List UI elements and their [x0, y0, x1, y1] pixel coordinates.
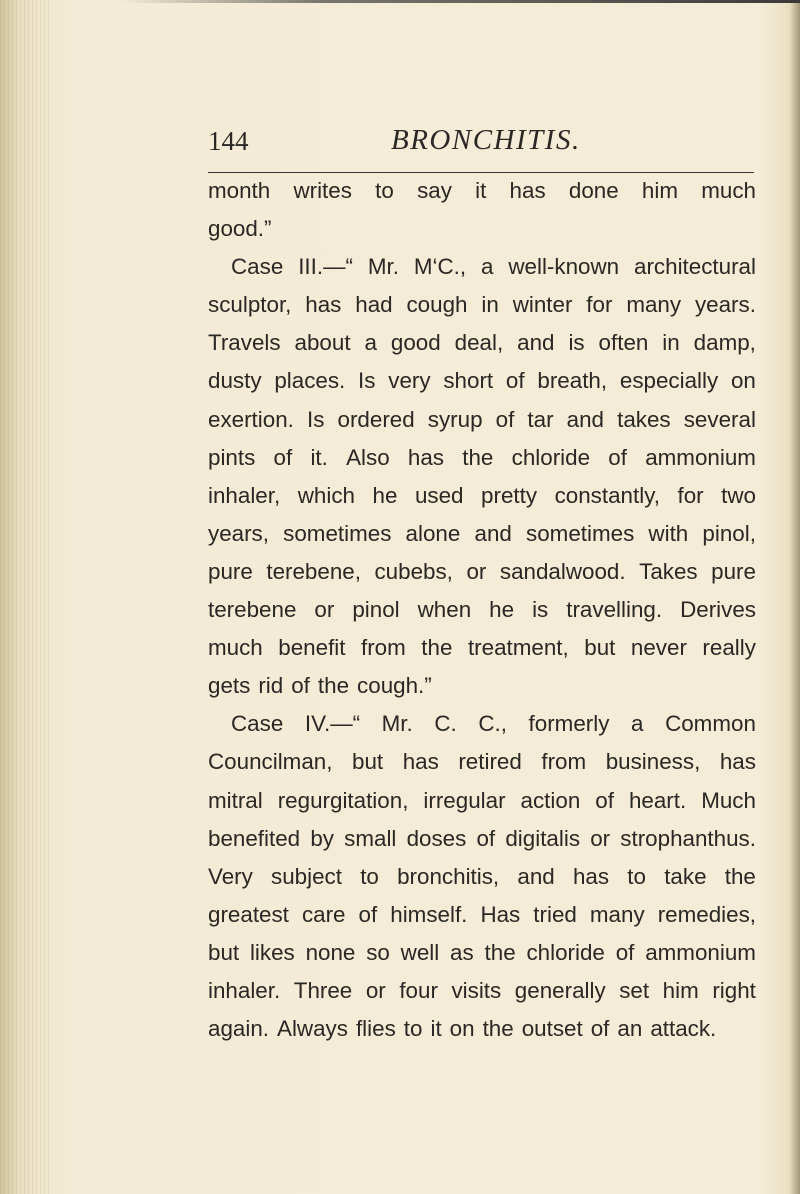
word: which: [297, 482, 355, 508]
word: and: [517, 863, 555, 889]
word: benefit: [278, 635, 346, 661]
word: to: [360, 863, 379, 889]
word: when: [417, 597, 472, 623]
word: he: [372, 482, 398, 508]
text-line: [208, 858, 756, 896]
word: say: [417, 178, 452, 203]
word: himself.: [390, 901, 468, 927]
word: retired: [458, 749, 522, 775]
word: ammonium: [645, 444, 756, 470]
word: heart.: [628, 787, 687, 813]
word: again.: [208, 1016, 270, 1042]
word: of: [595, 787, 614, 813]
word: is: [532, 597, 549, 623]
word: Common: [665, 711, 756, 737]
word: mitral: [208, 787, 263, 813]
word: pinol: [352, 597, 400, 623]
word: none: [305, 939, 356, 965]
word: sandalwood.: [499, 558, 626, 584]
text-line: [208, 439, 756, 477]
word: care: [301, 901, 346, 927]
word: likes: [249, 939, 295, 965]
word: Case: [231, 254, 284, 280]
word: but: [208, 939, 240, 965]
word: well-known: [508, 254, 620, 280]
word: pure: [711, 558, 756, 584]
word: outset: [521, 1016, 583, 1042]
word: cubebs,: [374, 558, 453, 584]
word: C.,: [478, 711, 507, 737]
word: of: [358, 901, 378, 927]
word: regurgitation,: [277, 787, 409, 813]
word: terebene: [208, 597, 297, 623]
word: architectural: [634, 254, 756, 280]
word: it.: [310, 444, 328, 470]
word: really: [702, 635, 756, 661]
text-line: [208, 362, 756, 400]
word: benefited: [208, 825, 301, 851]
word: generally: [514, 977, 606, 1003]
word: bronchitis,: [397, 863, 500, 889]
word: pure: [208, 558, 253, 584]
word: has: [509, 178, 546, 203]
word: chloride: [526, 939, 605, 965]
text-line: [208, 1010, 756, 1048]
word: formerly: [528, 711, 610, 737]
word: good.”: [208, 216, 272, 242]
text-line: [208, 972, 756, 1010]
word: ordered: [337, 406, 415, 432]
word: has: [305, 292, 342, 318]
word: of: [495, 406, 515, 432]
word: Has: [480, 901, 521, 927]
top-border-line: [120, 0, 800, 3]
word: two: [721, 482, 756, 508]
word: syrup: [427, 406, 483, 432]
word: III.—“: [298, 254, 353, 280]
word: on: [730, 368, 756, 394]
text-line: [208, 286, 756, 324]
word: of: [590, 1016, 610, 1042]
word: pints: [208, 444, 256, 470]
word: month: [208, 178, 271, 203]
word: has: [719, 749, 756, 775]
word: pinol,: [702, 520, 756, 546]
word: Three: [293, 977, 353, 1003]
word: digitalis: [505, 825, 581, 851]
word: Much: [701, 787, 756, 813]
word: so: [366, 939, 390, 965]
word: on: [449, 1016, 475, 1042]
word: rid: [258, 673, 284, 699]
text-line: [208, 172, 756, 210]
page-number: 144: [208, 126, 249, 156]
word: exertion.: [208, 406, 294, 432]
word: or: [590, 825, 611, 851]
word: the: [462, 444, 494, 470]
word: attack.: [650, 1016, 717, 1042]
word: years,: [208, 520, 269, 546]
page-gutter: [0, 0, 52, 1194]
word: Takes: [639, 558, 698, 584]
word: inhaler,: [208, 482, 281, 508]
word: it: [475, 178, 487, 203]
word: him: [641, 178, 678, 203]
word: sculptor,: [208, 292, 292, 318]
page-edge: [790, 0, 800, 1194]
word: him: [662, 977, 699, 1003]
word: many: [589, 901, 645, 927]
word: never: [630, 635, 687, 661]
word: action: [520, 787, 581, 813]
word: of: [608, 444, 627, 470]
word: gets: [208, 673, 251, 699]
word: C.: [434, 711, 457, 737]
word: used: [414, 482, 464, 508]
word: in: [481, 292, 499, 318]
word: in: [662, 330, 680, 356]
word: for: [677, 482, 704, 508]
word: irregular: [423, 787, 506, 813]
word: to: [403, 1016, 423, 1042]
word: the: [421, 635, 453, 661]
word: the: [482, 1016, 514, 1042]
word: very: [388, 368, 431, 394]
word: from: [541, 749, 587, 775]
word: is: [568, 330, 585, 356]
text-line: [208, 515, 756, 553]
text-line: [208, 629, 756, 667]
word: for: [586, 292, 613, 318]
word: tried: [533, 901, 577, 927]
running-head: BRONCHITIS.: [391, 124, 581, 156]
word: but: [584, 635, 616, 661]
body-text: [208, 172, 756, 1048]
word: cough: [406, 292, 468, 318]
word: remedies,: [657, 901, 756, 927]
word: to: [375, 178, 394, 203]
text-line: [208, 820, 756, 858]
word: he: [489, 597, 515, 623]
word: sometimes: [283, 520, 392, 546]
word: as: [450, 939, 474, 965]
word: it: [430, 1016, 442, 1042]
word: travelling.: [566, 597, 663, 623]
word: tar: [527, 406, 554, 432]
word: takes: [617, 406, 671, 432]
text-line: [208, 705, 756, 743]
word: alone: [405, 520, 461, 546]
word: winter: [512, 292, 573, 318]
word: doses: [406, 825, 467, 851]
word: has: [407, 444, 445, 470]
word: especially: [619, 368, 719, 394]
word: from: [361, 635, 406, 661]
text-line: [208, 591, 756, 629]
word: the: [317, 673, 350, 699]
word: of: [476, 825, 496, 851]
word: and: [566, 406, 605, 432]
word: Derives: [680, 597, 756, 623]
word: and: [474, 520, 512, 546]
word: pretty: [481, 482, 538, 508]
word: Mr.: [367, 254, 399, 280]
word: inhaler.: [208, 977, 281, 1003]
word: a: [480, 254, 494, 280]
word: constantly,: [554, 482, 660, 508]
word: M‘C.,: [413, 254, 467, 280]
word: deal,: [454, 330, 504, 356]
text-line: [208, 743, 756, 781]
text-line: [208, 667, 756, 705]
word: often: [598, 330, 649, 356]
word: IV.—“: [304, 711, 361, 737]
page-header: [208, 126, 758, 166]
word: greatest: [208, 901, 289, 927]
word: the: [484, 939, 516, 965]
text-line: [208, 782, 756, 820]
word: visits: [451, 977, 502, 1003]
word: cough.”: [357, 673, 432, 699]
word: business,: [605, 749, 701, 775]
word: right: [712, 977, 756, 1003]
word: had: [355, 292, 393, 318]
word: sometimes: [526, 520, 635, 546]
word: Is: [306, 406, 325, 432]
word: Is: [358, 368, 376, 394]
text-line: [208, 553, 756, 591]
word: and: [517, 330, 555, 356]
word: several: [683, 406, 756, 432]
word: years.: [694, 292, 756, 318]
word: short: [443, 368, 494, 394]
word: a: [631, 711, 644, 737]
word: treatment,: [467, 635, 569, 661]
word: to: [627, 863, 646, 889]
word: but: [352, 749, 384, 775]
word: subject: [271, 863, 342, 889]
word: about: [294, 330, 351, 356]
word: take: [664, 863, 707, 889]
word: of: [615, 939, 635, 965]
word: good: [390, 330, 441, 356]
word: chloride: [511, 444, 591, 470]
word: Case: [231, 711, 284, 737]
word: strophanthus.: [620, 825, 756, 851]
text-line: [208, 210, 756, 248]
word: of: [273, 444, 293, 470]
word: Also: [346, 444, 390, 470]
word: of: [505, 368, 525, 394]
word: done: [568, 178, 619, 203]
text-line: [208, 401, 756, 439]
word: writes: [293, 178, 352, 203]
word: a: [364, 330, 377, 356]
word: set: [619, 977, 650, 1003]
word: an: [617, 1016, 643, 1042]
word: small: [344, 825, 397, 851]
word: much: [208, 635, 263, 661]
word: well: [400, 939, 440, 965]
word: has: [402, 749, 439, 775]
text-line: [208, 934, 756, 972]
word: or: [365, 977, 386, 1003]
word: terebene,: [266, 558, 361, 584]
word: Travels: [208, 330, 281, 356]
word: or: [314, 597, 335, 623]
text-line: [208, 324, 756, 362]
word: by: [310, 825, 334, 851]
word: with: [648, 520, 689, 546]
word: has: [572, 863, 610, 889]
word: four: [399, 977, 438, 1003]
text-line: [208, 896, 756, 934]
word: the: [724, 863, 756, 889]
word: dusty: [208, 368, 262, 394]
word: ammonium: [645, 939, 756, 965]
word: Mr.: [381, 711, 413, 737]
word: Always: [277, 1016, 348, 1042]
word: flies: [355, 1016, 396, 1042]
word: Very: [208, 863, 253, 889]
word: breath,: [537, 368, 608, 394]
text-line: [208, 248, 756, 286]
word: damp,: [693, 330, 756, 356]
word: places.: [274, 368, 346, 394]
word: of: [291, 673, 310, 699]
word: or: [466, 558, 487, 584]
word: much: [701, 178, 756, 203]
word: many: [626, 292, 682, 318]
word: Councilman,: [208, 749, 333, 775]
text-line: [208, 477, 756, 515]
